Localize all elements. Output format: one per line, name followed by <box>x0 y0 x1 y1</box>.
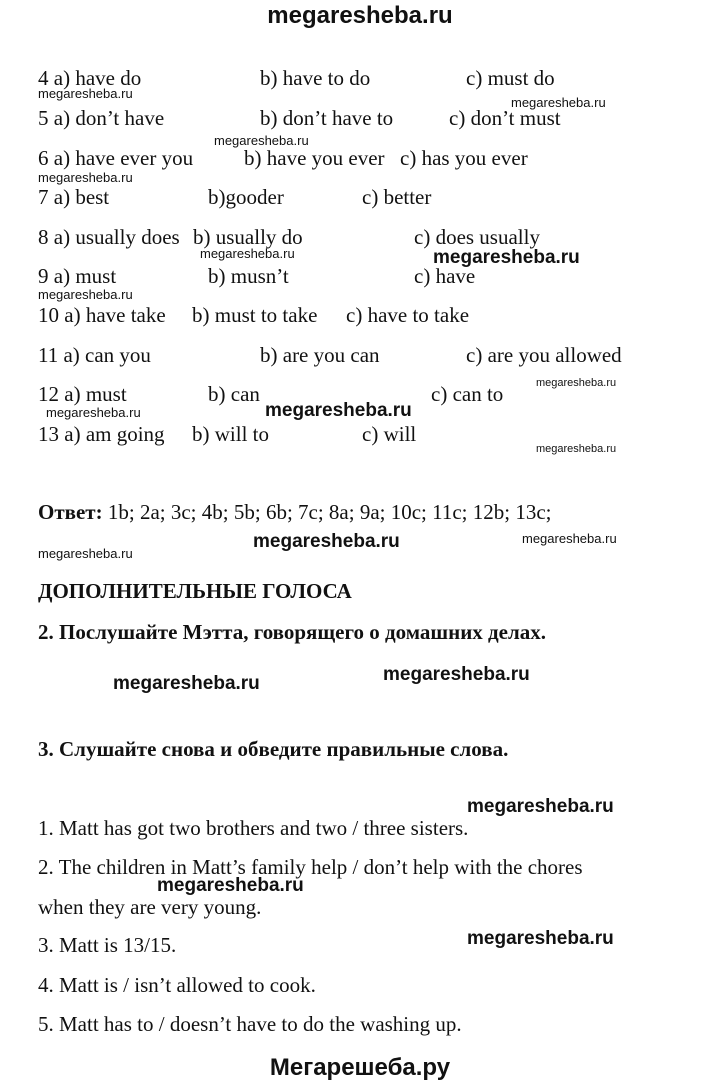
q9-option-b: b) musn’t <box>208 264 289 288</box>
q4-option-b: b) have to do <box>260 66 371 90</box>
watermark-small: megaresheba.ru <box>522 531 617 546</box>
watermark-small: megaresheba.ru <box>38 287 133 302</box>
site-footer: Мегарешеба.ру <box>269 1054 451 1081</box>
answer-label: Ответ: <box>38 500 103 524</box>
statement-3: 3. Matt is 13/15. <box>38 933 177 957</box>
q4-option-a: 4 a) have do <box>38 66 142 90</box>
watermark-small: megaresheba.ru <box>38 546 133 561</box>
q6-option-b: b) have you ever <box>244 146 385 170</box>
q9-option-c: c) have <box>414 264 476 288</box>
q7-option-a: 7 a) best <box>38 185 110 209</box>
q11-option-c: c) are you allowed <box>466 343 622 367</box>
q12-option-b: b) can <box>208 382 260 406</box>
watermark-large: megaresheba.ru <box>383 664 530 685</box>
q10-option-a: 10 a) have take <box>38 303 166 327</box>
watermark-large: megaresheba.ru <box>253 531 400 552</box>
q12-option-a: 12 a) must <box>38 382 127 406</box>
answer-line <box>38 500 552 525</box>
q5-option-a: 5 a) don’t have <box>38 106 165 130</box>
q9-option-a: 9 a) must <box>38 264 117 288</box>
watermark-small: megaresheba.ru <box>214 133 309 148</box>
q8-option-c: c) does usually <box>414 225 540 249</box>
section-title: ДОПОЛНИТЕЛЬНЫЕ ГОЛОСА <box>38 579 352 603</box>
task-2-heading: 2. Послушайте Мэтта, говорящего о домашних делах. <box>38 620 547 644</box>
site-header: megaresheba.ru <box>267 2 453 29</box>
task-3-heading: 3. Слушайте снова и обведите правильные слова. <box>38 737 509 761</box>
q7-option-b: b)gooder <box>208 185 284 209</box>
watermark-large: megaresheba.ru <box>467 796 614 817</box>
statement-5: 5. Matt has to / doesn’t have to do the washing up. <box>38 1012 462 1036</box>
q10-option-c: c) have to take <box>346 303 470 327</box>
q6-option-a: 6 a) have ever you <box>38 146 194 170</box>
q8-option-b: b) usually do <box>193 225 303 249</box>
answer-text: 1b; 2a; 3c; 4b; 5b; 6b; 7c; 8a; 9a; 10c; 11c; 12b; 13c; <box>107 500 552 524</box>
watermark-large: megaresheba.ru <box>113 673 260 694</box>
watermark-large: megaresheba.ru <box>265 400 412 421</box>
watermark-small: megaresheba.ru <box>536 377 617 389</box>
q13-option-b: b) will to <box>192 422 269 446</box>
statement-1: 1. Matt has got two brothers and two / three sisters. <box>38 816 469 840</box>
q13-option-a: 13 a) am going <box>38 422 165 446</box>
q5-option-c: c) don’t must <box>449 106 561 130</box>
q11-option-b: b) are you can <box>260 343 380 367</box>
statement-2: 2. The children in Matt’s family help / don’t help with the chores <box>38 855 583 879</box>
watermark-small: megaresheba.ru <box>38 86 133 101</box>
watermark-small: megaresheba.ru <box>200 246 295 261</box>
watermark-small: megaresheba.ru <box>38 170 133 185</box>
q8-option-a: 8 a) usually does <box>38 225 180 249</box>
q5-option-b: b) don’t have to <box>260 106 394 130</box>
watermark-large: megaresheba.ru <box>157 875 304 896</box>
q6-option-c: c) has you ever <box>400 146 528 170</box>
watermark-small: megaresheba.ru <box>536 443 617 455</box>
q10-option-b: b) must to take <box>192 303 318 327</box>
q11-option-a: 11 a) can you <box>38 343 151 367</box>
statement-4: 4. Matt is / isn’t allowed to cook. <box>38 973 316 997</box>
q7-option-c: c) better <box>362 185 432 209</box>
watermark-small: megaresheba.ru <box>511 95 606 110</box>
watermark-large: megaresheba.ru <box>433 247 580 268</box>
watermark-large: megaresheba.ru <box>467 928 614 949</box>
watermark-small: megaresheba.ru <box>46 405 141 420</box>
q4-option-c: c) must do <box>466 66 555 90</box>
q13-option-c: c) will <box>362 422 417 446</box>
q12-option-c: c) can to <box>431 382 504 406</box>
statement-2-cont: when they are very young. <box>38 895 262 919</box>
